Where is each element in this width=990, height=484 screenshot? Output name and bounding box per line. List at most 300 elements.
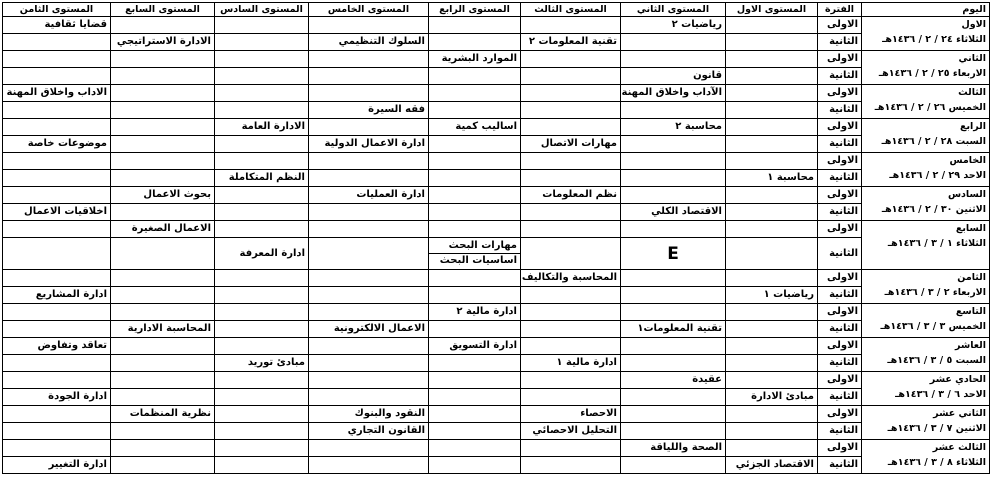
course-cell: رياضيات ١ <box>726 287 818 304</box>
header-day: اليوم <box>862 3 990 17</box>
course-cell <box>111 170 215 187</box>
course-cell: عقيدة <box>621 372 726 389</box>
course-cell <box>429 34 521 51</box>
course-cell <box>621 238 726 270</box>
period-label: الاولى <box>818 372 862 389</box>
course-cell <box>3 34 111 51</box>
course-cell: بحوث الاعمال <box>111 187 215 204</box>
course-cell <box>111 372 215 389</box>
table-row <box>3 338 990 355</box>
course-cell <box>726 304 818 321</box>
table-row <box>3 187 990 204</box>
exam-schedule-table <box>2 2 990 474</box>
course-cell: ادارة التغيير <box>3 457 111 474</box>
course-cell <box>215 17 309 34</box>
course-cell <box>215 440 309 457</box>
table-row <box>3 204 990 221</box>
table-row <box>3 389 990 406</box>
day-cell <box>862 187 990 221</box>
period-label: الاولى <box>818 17 862 34</box>
course-cell: الاحصاء <box>521 406 621 423</box>
course-cell: تقنية المعلومات ٢ <box>521 34 621 51</box>
course-cell <box>215 187 309 204</box>
course-cell <box>726 17 818 34</box>
course-cell: قضايا ثقافية <box>3 17 111 34</box>
course-cell <box>621 287 726 304</box>
course-cell <box>621 457 726 474</box>
period-label: الاولى <box>818 270 862 287</box>
course-cell <box>215 153 309 170</box>
course-cell: الاقتصاد الكلي <box>621 204 726 221</box>
course-cell <box>111 238 215 270</box>
course-cell: التحليل الاحصائي <box>521 423 621 440</box>
table-row <box>3 119 990 136</box>
table-row <box>3 102 990 119</box>
course-cell <box>111 338 215 355</box>
table-row <box>3 85 990 102</box>
course-cell <box>111 136 215 153</box>
course-cell <box>111 85 215 102</box>
table-row <box>3 372 990 389</box>
day-cell <box>862 17 990 51</box>
course-cell <box>309 119 429 136</box>
course-cell <box>3 187 111 204</box>
course-cell <box>215 51 309 68</box>
course-cell <box>3 68 111 85</box>
course-cell <box>429 85 521 102</box>
course-cell <box>111 423 215 440</box>
course-cell <box>111 68 215 85</box>
table-row <box>3 136 990 153</box>
course-cell <box>3 423 111 440</box>
course-cell <box>521 238 621 270</box>
course-cell <box>3 355 111 372</box>
course-cell <box>429 270 521 287</box>
header-level-6: المستوى السادس <box>215 3 309 17</box>
course-cell: نظم المعلومات <box>521 187 621 204</box>
header-level-5: المستوى الخامس <box>309 3 429 17</box>
header-level-3: المستوى الثالث <box>521 3 621 17</box>
course-cell <box>215 68 309 85</box>
course-cell <box>621 34 726 51</box>
course-cell: محاسبة ٢ <box>621 119 726 136</box>
course-cell <box>309 270 429 287</box>
day-cell <box>862 221 990 270</box>
course-cell <box>726 355 818 372</box>
day-cell <box>862 270 990 304</box>
header-level-8: المستوى الثامن <box>3 3 111 17</box>
course-cell <box>521 221 621 238</box>
course-cell <box>215 34 309 51</box>
course-cell <box>521 68 621 85</box>
course-cell <box>111 287 215 304</box>
course-cell: مبادئ توريد <box>215 355 309 372</box>
day-date: الاربعاء ٢٥ / ٢ / ١٤٣٦هـ <box>878 68 986 79</box>
course-cell: الموارد البشرية <box>429 51 521 68</box>
course-cell <box>3 238 111 270</box>
course-cell <box>215 204 309 221</box>
course-cell <box>429 17 521 34</box>
day-name: الحادي عشر <box>929 374 986 385</box>
period-label: الثانية <box>818 68 862 85</box>
course-cell <box>621 51 726 68</box>
course-cell: السلوك التنظيمي <box>309 34 429 51</box>
period-label: الاولى <box>818 153 862 170</box>
course-cell <box>521 51 621 68</box>
table-row <box>3 221 990 238</box>
course-cell <box>309 440 429 457</box>
course-cell <box>621 170 726 187</box>
day-cell <box>862 153 990 187</box>
course-cell <box>3 153 111 170</box>
course-cell <box>521 17 621 34</box>
course-cell <box>621 221 726 238</box>
course-cell <box>429 457 521 474</box>
course-name: E <box>667 243 679 264</box>
course-cell <box>726 187 818 204</box>
course-cell: الآداب واخلاق المهنة <box>621 85 726 102</box>
table-row <box>3 238 990 270</box>
course-cell <box>215 457 309 474</box>
course-cell: موضوعات خاصة <box>3 136 111 153</box>
course-cell <box>111 153 215 170</box>
period-label: الثانية <box>818 355 862 372</box>
day-date: الاثنين ٧ / ٣ / ١٤٣٦هـ <box>887 423 986 434</box>
course-cell: الادارة العامة <box>215 119 309 136</box>
course-cell <box>215 287 309 304</box>
course-cell <box>726 119 818 136</box>
course-cell: النظم المتكاملة <box>215 170 309 187</box>
day-cell <box>862 85 990 119</box>
course-cell: ادارة المعرفة <box>215 238 309 270</box>
course-cell <box>309 170 429 187</box>
table-body <box>3 17 990 474</box>
course-cell: ادارة التسويق <box>429 338 521 355</box>
day-name: السابع <box>955 223 986 234</box>
day-date: الاربعاء ٢ / ٣ / ١٤٣٦هـ <box>884 287 986 298</box>
course-cell <box>215 270 309 287</box>
course-cell <box>726 51 818 68</box>
day-name: الاول <box>961 19 986 30</box>
course-cell: الصحة واللياقة <box>621 440 726 457</box>
table-row <box>3 440 990 457</box>
course-cell <box>111 457 215 474</box>
course-cell <box>621 102 726 119</box>
table-row <box>3 457 990 474</box>
course-name: اساسيات البحث <box>429 253 520 268</box>
day-cell <box>862 372 990 406</box>
course-cell <box>521 287 621 304</box>
course-cell <box>521 85 621 102</box>
period-label: الثانية <box>818 204 862 221</box>
course-cell <box>521 321 621 338</box>
table-row <box>3 34 990 51</box>
day-date: الثلاثاء ٢٤ / ٢ / ١٤٣٦هـ <box>882 34 986 45</box>
table-row <box>3 170 990 187</box>
course-cell <box>726 68 818 85</box>
course-cell: الاقتصاد الجزئي <box>726 457 818 474</box>
course-cell: تقنية المعلومات١ <box>621 321 726 338</box>
course-cell <box>521 204 621 221</box>
course-cell <box>521 372 621 389</box>
course-cell <box>111 204 215 221</box>
course-cell: ادارة مالية ٢ <box>429 304 521 321</box>
day-cell <box>862 440 990 474</box>
course-cell: ادارة الجودة <box>3 389 111 406</box>
course-cell <box>429 355 521 372</box>
course-cell: ادارة الاعمال الدولية <box>309 136 429 153</box>
day-name: الثاني عشر <box>933 408 986 419</box>
day-date: الثلاثاء ٨ / ٣ / ١٤٣٦هـ <box>887 457 986 468</box>
period-label: الثانية <box>818 34 862 51</box>
course-cell <box>429 321 521 338</box>
period-label: الاولى <box>818 338 862 355</box>
course-cell <box>521 457 621 474</box>
course-cell <box>429 440 521 457</box>
course-cell <box>726 136 818 153</box>
day-name: السادس <box>947 189 986 200</box>
course-cell <box>111 102 215 119</box>
day-cell <box>862 406 990 440</box>
course-cell <box>621 270 726 287</box>
course-cell: تعاقد وتفاوض <box>3 338 111 355</box>
course-cell <box>309 51 429 68</box>
course-cell <box>726 440 818 457</box>
day-name: الثامن <box>957 272 986 283</box>
course-cell: اخلاقيات الاعمال <box>3 204 111 221</box>
course-cell <box>429 102 521 119</box>
header-row <box>3 3 990 17</box>
period-label: الثانية <box>818 423 862 440</box>
day-name: العاشر <box>954 340 986 351</box>
course-cell: اساليب كمية <box>429 119 521 136</box>
day-cell <box>862 338 990 372</box>
course-cell: الاداب واخلاق المهنة <box>3 85 111 102</box>
course-cell <box>621 304 726 321</box>
table-row <box>3 406 990 423</box>
period-label: الاولى <box>818 51 862 68</box>
table-row <box>3 321 990 338</box>
course-cell <box>621 406 726 423</box>
period-label: الثانية <box>818 321 862 338</box>
course-cell <box>215 221 309 238</box>
course-cell <box>111 355 215 372</box>
course-cell <box>429 204 521 221</box>
course-cell: المحاسبة والتكاليف <box>521 270 621 287</box>
course-cell <box>726 338 818 355</box>
course-cell <box>309 287 429 304</box>
course-cell <box>429 68 521 85</box>
course-cell: القانون التجاري <box>309 423 429 440</box>
day-date: الخميس ٢٦ / ٢ / ١٤٣٦هـ <box>874 102 986 113</box>
course-cell <box>3 406 111 423</box>
course-cell <box>726 270 818 287</box>
course-cell <box>521 338 621 355</box>
course-cell <box>429 406 521 423</box>
course-cell <box>215 389 309 406</box>
table-row <box>3 68 990 85</box>
course-cell: الادارة الاستراتيجي <box>111 34 215 51</box>
course-cell <box>309 221 429 238</box>
course-cell <box>3 270 111 287</box>
table-row <box>3 153 990 170</box>
day-date: الاحد ٢٩ / ٢ / ١٤٣٦هـ <box>889 170 986 181</box>
course-cell <box>429 372 521 389</box>
course-cell: مهارات الاتصال <box>521 136 621 153</box>
course-cell <box>3 372 111 389</box>
table-row <box>3 270 990 287</box>
period-label: الثانية <box>818 136 862 153</box>
header-level-2: المستوى الثاني <box>621 3 726 17</box>
course-cell <box>309 238 429 270</box>
course-cell <box>726 372 818 389</box>
course-cell <box>309 457 429 474</box>
course-cell <box>215 406 309 423</box>
period-label: الاولى <box>818 440 862 457</box>
course-cell <box>726 321 818 338</box>
period-label: الاولى <box>818 221 862 238</box>
course-cell <box>521 102 621 119</box>
course-cell <box>429 221 521 238</box>
course-cell <box>429 187 521 204</box>
course-cell <box>726 153 818 170</box>
course-cell <box>111 440 215 457</box>
course-cell <box>309 338 429 355</box>
course-cell <box>111 51 215 68</box>
period-label: الاولى <box>818 406 862 423</box>
course-cell <box>621 187 726 204</box>
course-cell: الاعمال الالكترونية <box>309 321 429 338</box>
course-cell <box>726 102 818 119</box>
course-cell: قانون <box>621 68 726 85</box>
course-cell <box>429 153 521 170</box>
table-row <box>3 287 990 304</box>
period-label: الاولى <box>818 304 862 321</box>
course-cell <box>215 136 309 153</box>
table-row <box>3 51 990 68</box>
course-cell <box>726 221 818 238</box>
course-cell <box>521 119 621 136</box>
table-header <box>3 3 990 17</box>
course-cell <box>111 119 215 136</box>
course-cell: رياضيات ٢ <box>621 17 726 34</box>
course-cell <box>215 304 309 321</box>
course-cell <box>3 170 111 187</box>
period-label: الاولى <box>818 85 862 102</box>
course-cell <box>521 153 621 170</box>
header-level-7: المستوى السابع <box>111 3 215 17</box>
course-cell <box>3 221 111 238</box>
course-cell <box>726 406 818 423</box>
day-cell <box>862 51 990 85</box>
table-row <box>3 304 990 321</box>
header-period: الفترة <box>818 3 862 17</box>
course-cell <box>621 338 726 355</box>
course-cell <box>429 136 521 153</box>
course-cell <box>521 170 621 187</box>
course-cell <box>621 355 726 372</box>
course-cell <box>3 51 111 68</box>
course-cell <box>215 102 309 119</box>
course-cell <box>215 321 309 338</box>
day-date: الثلاثاء ١ / ٣ / ١٤٣٦هـ <box>887 238 986 249</box>
course-cell: ادارة مالية ١ <box>521 355 621 372</box>
course-cell <box>111 389 215 406</box>
course-cell <box>3 102 111 119</box>
table-row <box>3 423 990 440</box>
course-cell <box>429 423 521 440</box>
period-label: الثانية <box>818 389 862 406</box>
course-cell <box>111 270 215 287</box>
course-cell: ادارة المشاريع <box>3 287 111 304</box>
course-cell <box>521 389 621 406</box>
course-cell <box>111 17 215 34</box>
course-cell <box>726 34 818 51</box>
course-cell <box>3 304 111 321</box>
course-cell: النقود والبنوك <box>309 406 429 423</box>
course-cell <box>726 204 818 221</box>
course-cell <box>726 238 818 270</box>
course-cell <box>726 85 818 102</box>
day-date: الاثنين ٣٠ / ٢ / ١٤٣٦هـ <box>881 204 986 215</box>
course-cell <box>309 304 429 321</box>
course-cell: مبادئ الادارة <box>726 389 818 406</box>
course-cell <box>429 170 521 187</box>
period-label: الثانية <box>818 287 862 304</box>
day-name: الثاني <box>958 53 986 64</box>
course-cell <box>309 355 429 372</box>
day-date: الخميس ٣ / ٣ / ١٤٣٦هـ <box>880 321 986 332</box>
day-date: الاحد ٦ / ٣ / ١٤٣٦هـ <box>895 389 986 400</box>
course-cell <box>215 338 309 355</box>
period-label: الثانية <box>818 102 862 119</box>
course-cell <box>215 372 309 389</box>
course-cell <box>3 119 111 136</box>
course-cell <box>429 287 521 304</box>
course-cell <box>215 85 309 102</box>
day-name: التاسع <box>955 306 986 317</box>
period-label: الثانية <box>818 238 862 270</box>
day-name: الخامس <box>949 155 986 166</box>
day-cell <box>862 119 990 153</box>
course-cell <box>3 321 111 338</box>
course-cell <box>621 423 726 440</box>
day-name: الثالث عشر <box>932 442 986 453</box>
course-cell <box>215 423 309 440</box>
course-cell <box>521 304 621 321</box>
day-name: الثالث <box>958 87 986 98</box>
course-cell: ادارة العمليات <box>309 187 429 204</box>
course-cell <box>3 440 111 457</box>
course-cell <box>309 85 429 102</box>
table-row <box>3 17 990 34</box>
course-cell: الاعمال الصغيرة <box>111 221 215 238</box>
day-name: الرابع <box>959 121 986 132</box>
course-cell <box>309 372 429 389</box>
course-cell <box>726 423 818 440</box>
course-cell <box>111 304 215 321</box>
period-label: الثانية <box>818 170 862 187</box>
course-cell <box>621 136 726 153</box>
day-date: السبت ٢٨ / ٢ / ١٤٣٦هـ <box>881 136 986 147</box>
course-cell <box>309 68 429 85</box>
course-cell: محاسبة ١ <box>726 170 818 187</box>
course-cell <box>621 389 726 406</box>
header-level-4: المستوى الرابع <box>429 3 521 17</box>
course-cell <box>309 204 429 221</box>
period-label: الاولى <box>818 119 862 136</box>
table-row <box>3 355 990 372</box>
